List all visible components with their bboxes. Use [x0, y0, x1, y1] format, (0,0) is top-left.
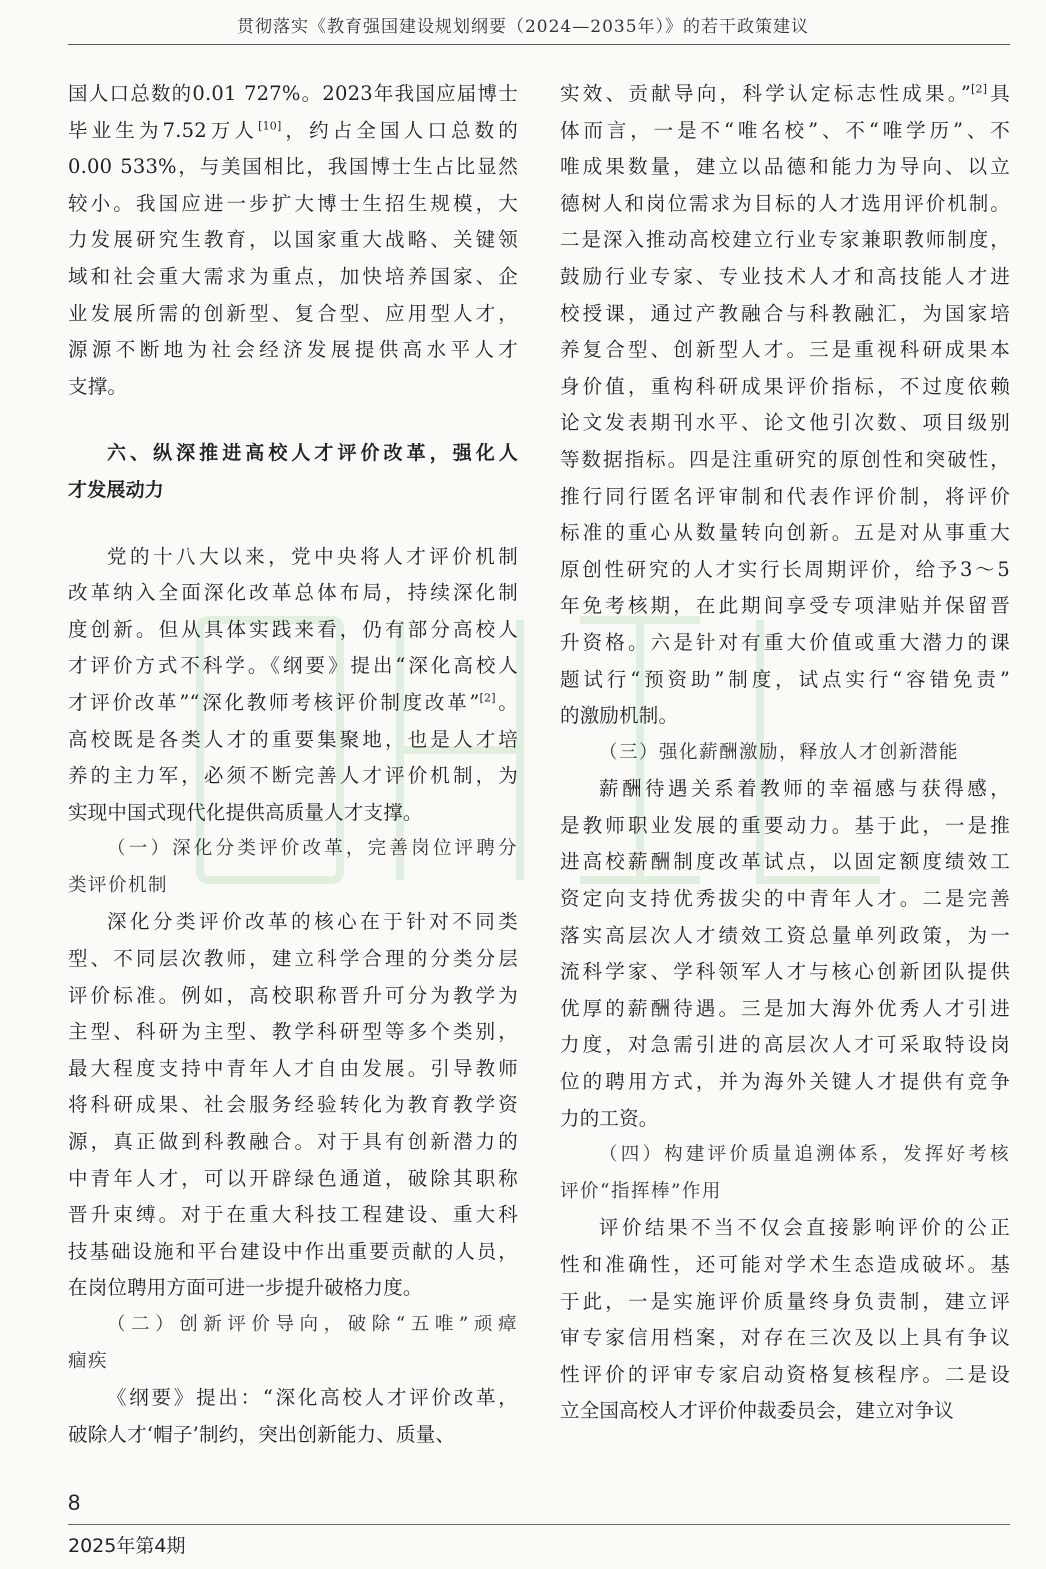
text-line: 审专家信用档案，对存在三次及以上具有争议 — [560, 1326, 1010, 1350]
issue-label: 2025年第4期 — [68, 1535, 186, 1557]
text-line: 支撑。 — [68, 374, 128, 398]
text-line: 鼓励行业专家、专业技术人才和高技能人才进 — [560, 264, 1010, 288]
text-line: （二）创新评价导向，破除“五唯”顽瘴 — [107, 1314, 518, 1335]
text-line: 升资格。六是针对有重大价值或重大潜力的课 — [560, 630, 1010, 654]
text-line: 进高校薪酬制度改革试点，以固定额度绩效工 — [560, 850, 1010, 874]
running-head: 贯彻落实《教育强国建设规划纲要（2024—2035年）》的若干政策建议 — [236, 17, 810, 37]
text-line: 性评价的评审专家启动资格复核程序。二是设 — [560, 1362, 1010, 1386]
text-line: 《纲要》提出：“深化高校人才评价改革， — [107, 1386, 518, 1410]
text-line: 薪酬待遇关系着教师的幸福感与获得感， — [599, 777, 1010, 801]
text-line: 才评价方式不科学。《纲要》提出“深化高校人 — [68, 654, 518, 678]
text-line: 的激励机制。 — [560, 704, 679, 728]
text-line: 年免考核期，在此期间享受专项津贴并保留晋 — [560, 594, 1010, 618]
text-line: （三）强化薪酬激励，释放人才创新潜能 — [599, 741, 960, 763]
text-line: 源源不断地为社会经济发展提供高水平人才 — [68, 338, 518, 362]
text-line: 性和准确性，还可能对学术生态造成破坏。基 — [560, 1253, 1010, 1276]
text-line: 主型、科研为主型、教学科研型等多个类别， — [68, 1020, 518, 1044]
text-line: 技基础设施和平台建设中作出重要贡献的人员， — [68, 1239, 518, 1263]
text-line: 是教师职业发展的重要动力。基于此，一是推 — [560, 813, 1010, 837]
text-line: 标准的重心从数量转向创新。五是对从事重大 — [560, 521, 1010, 545]
text-line: 破除人才‘帽子’制约，突出创新能力、质量、 — [68, 1422, 456, 1446]
text-line: 资定向支持优秀拔尖的中青年人才。二是完善 — [560, 887, 1010, 911]
text-line: 六、纵深推进高校人才评价改革，强化人 — [107, 442, 518, 465]
text-line: 于此，一是实施评价质量终身负责制，建立评 — [560, 1289, 1010, 1313]
text-line: 力的工资。 — [560, 1106, 659, 1130]
text-line: 题试行“预资助”制度，试点实行“容错免责” — [560, 667, 1010, 691]
text-line: 落实高层次人才绩效工资总量单列政策，为一 — [560, 923, 1010, 947]
text-line: 较小。我国应进一步扩大博士生招生规模，大 — [68, 191, 518, 215]
text-line: 域和社会重大需求为重点，加快培养国家、企 — [68, 264, 518, 288]
text-line: 评价“指挥棒”作用 — [560, 1180, 722, 1202]
text-line: 位的聘用方式，并为海外关键人才提供有竞争 — [560, 1070, 1010, 1094]
text-line: 痼疾 — [68, 1350, 109, 1372]
text-line: 型、不同层次教师，建立科学合理的分类分层 — [68, 947, 518, 971]
text-line: 才评价改革”“深化教师考核评价制度改革”[2]。 — [68, 690, 518, 714]
footer-rule — [68, 1524, 1010, 1525]
text-line: 类评价机制 — [68, 874, 169, 896]
text-line: 养复合型、创新型人才。三是重视科研成果本 — [560, 338, 1010, 362]
text-line: 唯成果数量，建立以品德和能力为导向、以立 — [560, 155, 1010, 179]
text-line: 才发展动力 — [68, 478, 165, 501]
text-line: 校授课，通过产教融合与科教融汇，为国家培 — [560, 301, 1010, 325]
text-line: 改革纳入全面深化改革总体布局，持续深化制 — [68, 581, 518, 605]
text-line: 晋升束缚。对于在重大科技工程建设、重大科 — [68, 1203, 518, 1227]
page-number: 8 — [68, 1490, 81, 1515]
text-line: 深化分类评价改革的核心在于针对不同类 — [107, 910, 518, 934]
text-line: 评价结果不当不仅会直接影响评价的公正 — [599, 1216, 1010, 1240]
text-line: 度创新。但从具体实践来看，仍有部分高校人 — [68, 617, 518, 641]
text-line: 力度，对急需引进的高层次人才可采取特设岗 — [560, 1033, 1010, 1057]
text-line: 身价值，重构科研成果评价指标，不过度依赖 — [560, 374, 1010, 398]
header-rule — [68, 44, 1010, 45]
right-column — [560, 76, 1010, 1430]
text-line: 中青年人才，可以开辟绿色通道，破除其职称 — [68, 1166, 518, 1190]
text-line: 实现中国式现代化提供高质量人才支撑。 — [68, 800, 423, 824]
text-line: 0.00 533%，与美国相比，我国博士生占比显然 — [68, 155, 518, 179]
text-line: 实效、贡献导向，科学认定标志性成果。”[2]具 — [560, 82, 1010, 105]
text-line: 德树人和岗位需求为目标的人才选用评价机制。 — [560, 191, 1010, 215]
text-line: 将科研成果、社会服务经验转化为教育教学资 — [68, 1093, 518, 1117]
text-line: 毕业生为7.52万人[10]，约占全国人口总数的 — [68, 118, 518, 142]
text-line: 高校既是各类人才的重要集聚地，也是人才培 — [68, 727, 518, 751]
text-line: 在岗位聘用方面可进一步提升破格力度。 — [68, 1276, 423, 1300]
text-line: 二是深入推动高校建立行业专家兼职教师制度， — [560, 228, 1010, 252]
text-line: 优厚的薪酬待遇。三是加大海外优秀人才引进 — [560, 996, 1010, 1020]
text-line: 力发展研究生教育，以国家重大战略、关键领 — [68, 228, 518, 252]
text-line: （四）构建评价质量追溯体系，发挥好考核 — [599, 1144, 1010, 1166]
text-line: 立全国高校人才评价仲裁委员会，建立对争议 — [560, 1399, 955, 1423]
text-line: （一）深化分类评价改革，完善岗位评聘分 — [107, 838, 518, 860]
text-line: 国人口总数的0.01 727%。2023年我国应届博士 — [68, 82, 518, 105]
text-line: 推行同行匿名评审制和代表作评价制，将评价 — [560, 484, 1010, 508]
left-column — [68, 76, 518, 1453]
spacer — [68, 405, 518, 435]
text-line: 业发展所需的创新型、复合型、应用型人才， — [68, 301, 518, 325]
spacer — [68, 509, 518, 539]
text-line: 最大程度支持中青年人才自由发展。引导教师 — [68, 1056, 518, 1080]
text-line: 原创性研究的人才实行长周期评价，给予3～5 — [560, 557, 1010, 581]
text-line: 论文发表期刊水平、论文他引次数、项目级别 — [560, 411, 1010, 435]
text-line: 流科学家、学科领军人才与核心创新团队提供 — [560, 960, 1010, 984]
text-line: 体而言，一是不“唯名校”、不“唯学历”、不 — [560, 118, 1010, 142]
text-line: 源，真正做到科教融合。对于具有创新潜力的 — [68, 1130, 518, 1154]
text-line: 等数据指标。四是注重研究的原创性和突破性， — [560, 447, 1010, 471]
text-line: 党的十八大以来，党中央将人才评价机制 — [107, 544, 518, 568]
text-line: 评价标准。例如，高校职称晋升可分为教学为 — [68, 983, 518, 1007]
text-line: 养的主力军，必须不断完善人才评价机制，为 — [68, 764, 518, 788]
